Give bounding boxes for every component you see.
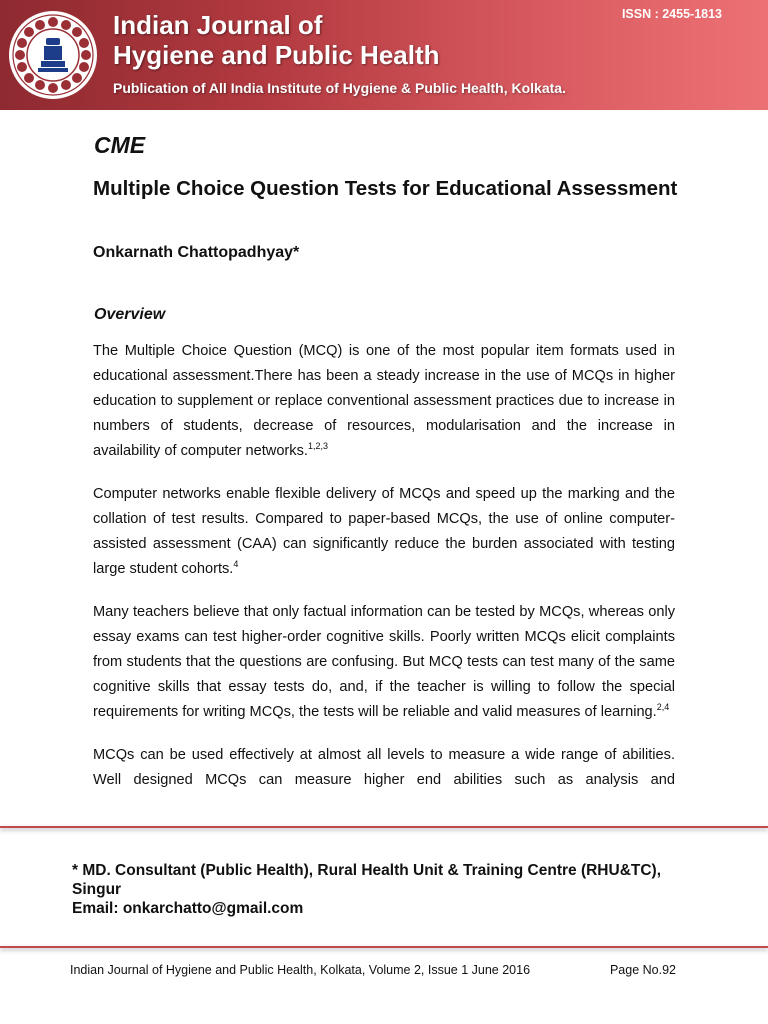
body-paragraph: Computer networks enable flexible delivery of MCQs and speed up the marking and the collation of test results. Compared to paper-based MCQs, the use of online computer-assisted assessment (CAA) can significantly reduce the burden associated with testing large student cohorts.$^4$ [93, 486, 675, 577]
article-author: Onkarnath Chattopadhyay* [93, 244, 300, 261]
author-footnote [72, 861, 692, 918]
footer-citation: Indian Journal of Hygiene and Public Health, Kolkata, Volume 2, Issue 1 June 2016 [70, 963, 531, 977]
journal-banner [0, 0, 768, 110]
article-title: Multiple Choice Question Tests for Educational Assessment [93, 177, 678, 200]
journal-title-line2: Hygiene and Public Health [113, 40, 440, 70]
page-number: Page No.92 [609, 963, 676, 977]
issn-label: ISSN : 2455-1813 [621, 7, 722, 21]
institute-seal-icon [8, 10, 98, 100]
citation-ref: 1,2,3 [307, 441, 328, 452]
article-body [93, 339, 675, 811]
affiliation-text: * MD. Consultant (Public Health), Rural Health Unit & Training Centre (RHU&TC), Singur [72, 862, 662, 898]
body-paragraph: Many teachers believe that only factual information can be tested by MCQs, whereas only essay exams can test higher-order cognitive skills. Poorly written MCQs elicit complaints from students that the questions are confusing. But MCQ tests can test many of the same cognitive skills that essay tests do, and, if the teacher is willing to follow the special requirements for writing MCQs, the tests will be reliable and valid measures of learning.$^{2,4}$ [93, 604, 675, 720]
divider-top [0, 826, 768, 828]
author-email: Email: onkarchatto@gmail.com [72, 900, 304, 917]
overview-heading: Overview [94, 306, 166, 323]
citation-ref: 2,4 [656, 702, 670, 713]
journal-publisher: Publication of All India Institute of Hygiene & Public Health, Kolkata. [113, 80, 566, 96]
body-paragraph: The Multiple Choice Question (MCQ) is one of the most popular item formats used in educational assessment.There has been a steady increase in the use of MCQs in higher education to supplement or replace conventional assessment practices due to increase in numbers of students, decrease of resources, modularisation and the increase in availability of computer networks.$^{1,2,3}$ [93, 343, 675, 459]
citation-ref: 4 [233, 559, 239, 570]
journal-title-line1: Indian Journal of [113, 10, 323, 40]
section-label: CME [94, 132, 146, 158]
divider-bottom [0, 946, 768, 948]
body-paragraph: MCQs can be used effectively at almost all levels to measure a wide range of abilities. Well designed MCQs can measure higher end abilities such as analysis and [93, 747, 675, 788]
